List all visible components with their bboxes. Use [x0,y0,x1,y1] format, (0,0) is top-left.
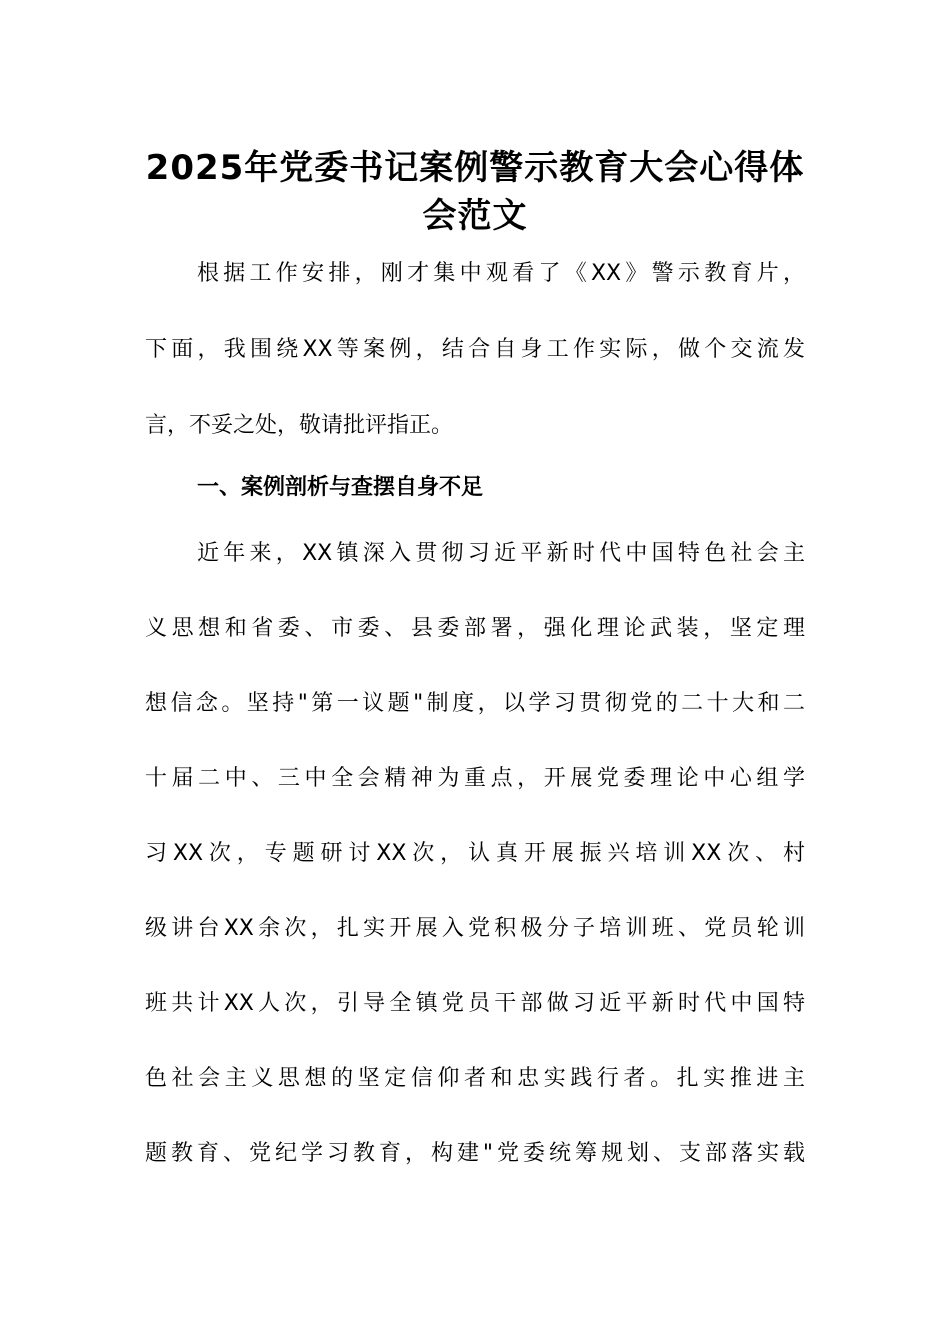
body-line-3: 想信念。坚持"第一议题"制度，以学习贯彻党的二十大和二 [145,691,805,716]
body-line-6: 级讲台XX余次，扎实开展入党积极分子培训班、党员轮训 [145,916,805,941]
body-line-7: 班共计XX人次，引导全镇党员干部做习近平新时代中国特 [145,991,805,1016]
body-line-5: 习XX次，专题研讨XX次，认真开展振兴培训XX次、村 [145,841,805,866]
body-line-8: 色社会主义思想的坚定信仰者和忠实践行者。扎实推进主 [145,1066,805,1091]
body-line-9: 题教育、党纪学习教育，构建"党委统筹规划、支部落实载 [145,1141,805,1166]
body-line-4: 十届二中、三中全会精神为重点，开展党委理论中心组学 [145,766,805,791]
document-title-line-2: 会范文 [422,196,528,236]
body-line-1: 近年来，XX镇深入贯彻习近平新时代中国特色社会主 [197,541,805,566]
intro-line-1: 根据工作安排，刚才集中观看了《XX》警示教育片， [197,261,805,286]
section-heading: 一、案例剖析与查摆自身不足 [197,475,484,500]
intro-line-2: 下面，我围绕XX等案例，结合自身工作实际，做个交流发 [145,337,805,362]
intro-line-3: 言，不妥之处，敬请批评指正。 [145,413,454,438]
document-title-line-1: 2025年党委书记案例警示教育大会心得体 [145,148,805,188]
body-line-2: 义思想和省委、市委、县委部署，强化理论武装，坚定理 [145,616,805,641]
